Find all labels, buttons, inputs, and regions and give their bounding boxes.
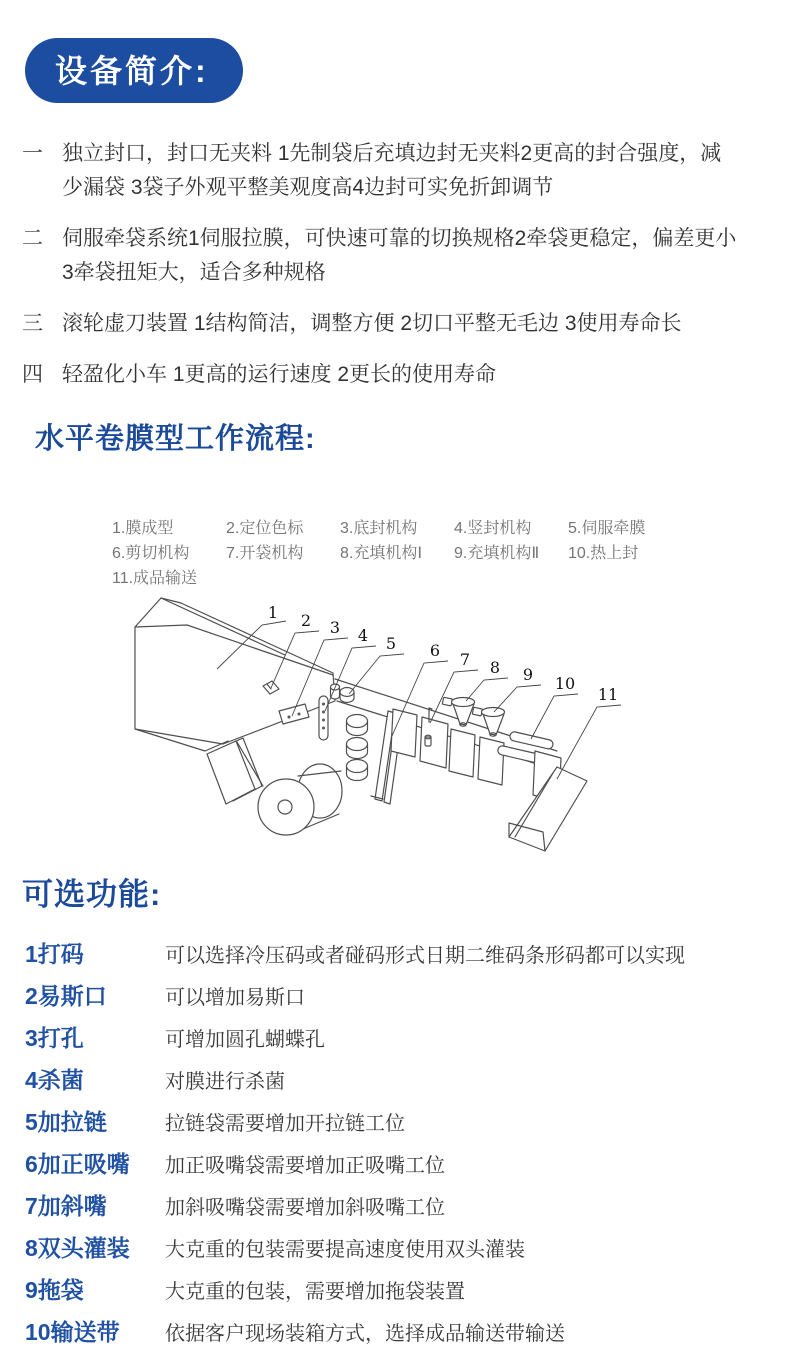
option-label: 10输送带: [25, 1319, 120, 1345]
diagram-legend-item: 5.伺服牵膜: [568, 520, 646, 537]
optional-function-row: [25, 1235, 790, 1263]
optional-function-row: [25, 1319, 790, 1347]
intro-item-text: 滚轮虚刀装置 1结构简洁，调整方便 2切口平整无毛边 3使用寿命长: [62, 312, 682, 335]
diagram-callout: 9: [522, 665, 534, 684]
option-description: 大克重的包装需要提高速度使用双头灌装: [165, 1239, 525, 1261]
intro-feature-item: [22, 358, 770, 392]
diagram-legend: [112, 519, 696, 589]
intro-item-text: 伺服牵袋系统1伺服拉膜，可快速可靠的切换规格2牵袋更稳定，偏差更小3牵袋扭矩大，适合多种规格: [62, 227, 737, 284]
intro-item-marker: 三: [22, 312, 43, 335]
intro-item-marker: 四: [22, 363, 43, 386]
optional-functions-list: [25, 941, 790, 1347]
intro-item-text: 独立封口，封口无夹料 1先制袋后充填边封无夹料2更高的封合强度，减少漏袋 3袋子外观平整美观度高4边封可实免折卸调节: [62, 142, 722, 199]
optional-function-row: [25, 983, 790, 1011]
option-label: 5加拉链: [25, 1109, 107, 1135]
optional-function-row: [25, 1067, 790, 1095]
intro-item-marker: 一: [22, 142, 43, 165]
option-label: 2易斯口: [25, 983, 107, 1009]
option-description: 拉链袋需要增加开拉链工位: [165, 1113, 405, 1135]
option-label: 3打孔: [25, 1025, 84, 1051]
option-description: 大克重的包装，需要增加拖袋装置: [165, 1281, 465, 1303]
diagram-callout: 7: [459, 650, 471, 669]
diagram-legend-item: 7.开袋机构: [226, 545, 304, 562]
diagram-legend-item: 6.剪切机构: [112, 545, 190, 562]
optional-function-row: [25, 1025, 790, 1053]
intro-section-badge: 设备简介:: [25, 38, 243, 103]
intro-item-text: 轻盈化小车 1更高的运行速度 2更长的使用寿命: [62, 363, 497, 386]
diagram-callout: 1: [267, 603, 279, 622]
optional-function-row: [25, 1151, 790, 1179]
diagram-legend-item: 3.底封机构: [340, 520, 418, 537]
diagram-legend-item: 11.成品输送: [112, 570, 198, 587]
machine-isometric-diagram: [95, 591, 715, 863]
option-description: 依据客户现场装箱方式，选择成品输送带输送: [165, 1323, 565, 1345]
option-label: 6加正吸嘴: [25, 1151, 130, 1177]
intro-item-marker: 二: [22, 227, 43, 250]
option-description: 可以选择冷压码或者碰码形式日期二维码条形码都可以实现: [165, 945, 685, 967]
option-description: 加斜吸嘴袋需要增加斜吸嘴工位: [165, 1197, 445, 1219]
intro-feature-item: [22, 307, 770, 341]
diagram-legend-item: 8.充填机构Ⅰ: [340, 545, 423, 562]
intro-feature-item: [22, 222, 770, 290]
diagram-callout: 2: [300, 611, 312, 630]
optional-function-row: [25, 941, 790, 969]
option-description: 可增加圆孔蝴蝶孔: [165, 1029, 325, 1051]
diagram-legend-item: 2.定位色标: [226, 520, 304, 537]
optional-function-row: [25, 1277, 790, 1305]
diagram-callout: 6: [429, 641, 441, 660]
workflow-section-title: 水平卷膜型工作流程:: [35, 423, 316, 455]
diagram-legend-item: 9.充填机构Ⅱ: [454, 545, 540, 562]
option-description: 可以增加易斯口: [165, 987, 305, 1009]
diagram-callout: 8: [489, 658, 501, 677]
intro-feature-item: [22, 137, 770, 205]
diagram-legend-item: 1.膜成型: [112, 520, 174, 537]
diagram-callout: 4: [357, 626, 369, 645]
option-label: 1打码: [25, 941, 84, 967]
option-label: 9拖袋: [25, 1277, 84, 1303]
optional-function-row: [25, 1193, 790, 1221]
diagram-legend-item: 10.热上封: [568, 545, 639, 562]
optional-function-row: [25, 1109, 790, 1137]
diagram-callout: 5: [385, 634, 397, 653]
diagram-callout: 11: [597, 685, 619, 704]
option-description: 对膜进行杀菌: [165, 1071, 285, 1093]
option-label: 4杀菌: [25, 1067, 84, 1093]
option-description: 加正吸嘴袋需要增加正吸嘴工位: [165, 1155, 445, 1177]
option-label: 8双头灌装: [25, 1235, 130, 1261]
options-section-title: 可选功能:: [22, 877, 162, 912]
diagram-callout: 3: [329, 618, 341, 637]
diagram-legend-item: 4.竖封机构: [454, 520, 532, 537]
diagram-callout: 10: [554, 674, 576, 693]
intro-feature-list: [22, 137, 770, 392]
option-label: 7加斜嘴: [25, 1193, 107, 1219]
